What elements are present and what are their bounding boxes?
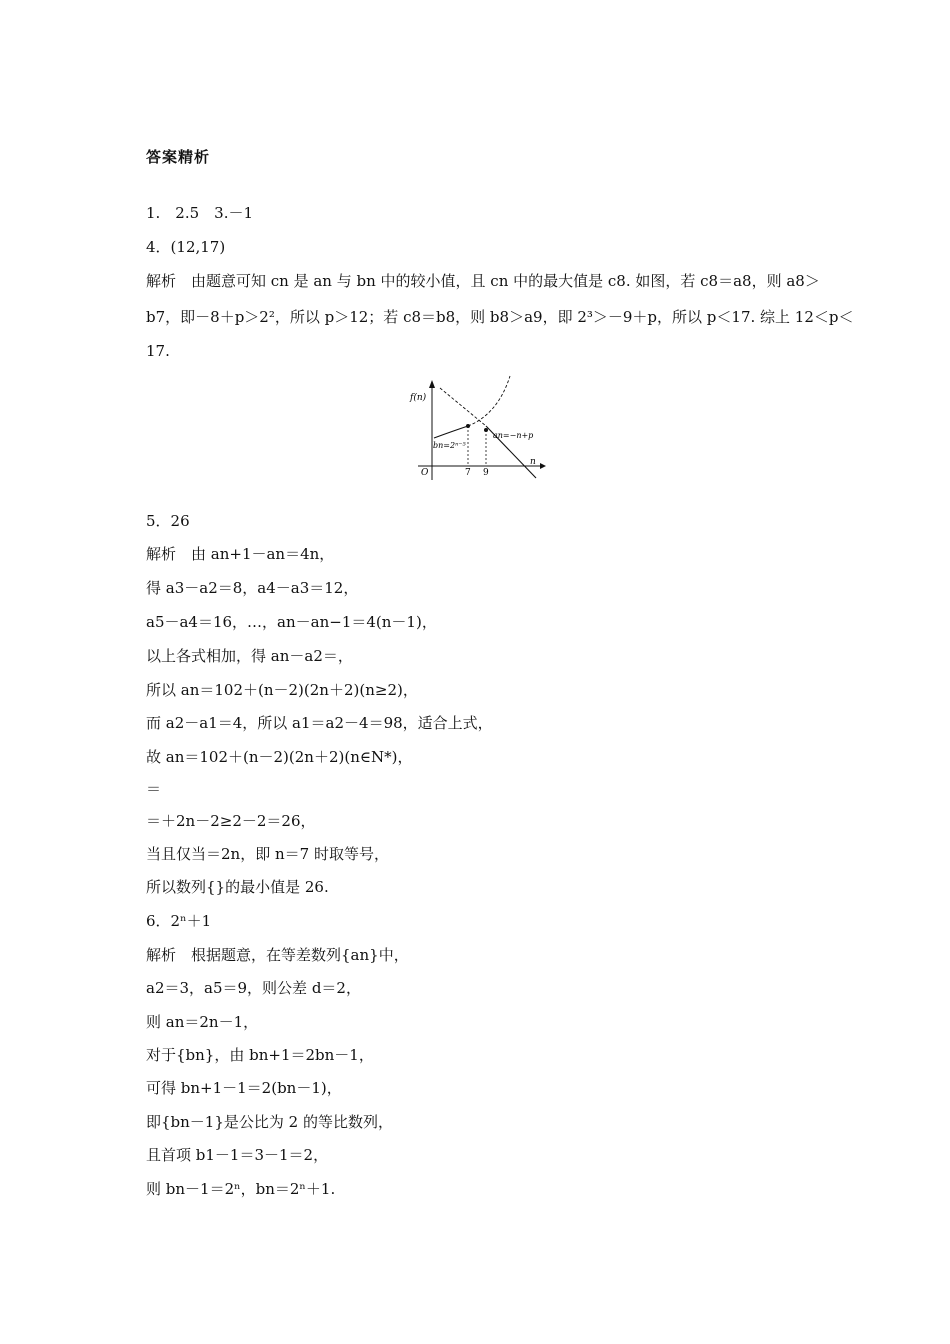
answer-line: 17. xyxy=(146,342,170,360)
y-axis-arrow xyxy=(429,380,435,388)
x-axis-arrow xyxy=(540,463,546,469)
answer-line: 则 an＝2n－1， xyxy=(146,1013,259,1031)
curve-b-label: bn=2ⁿ⁻⁵ xyxy=(433,441,466,450)
answer-line: 且首项 b1－1＝3－1＝2， xyxy=(146,1146,329,1164)
answer-line: b7，即－8＋p＞2²，所以 p＞12；若 c8＝b8，则 b8＞a9，即 2³＞－9＋p，所以 p＜17. 综上 12＜p＜ xyxy=(146,308,854,326)
function-graph-figure xyxy=(408,374,548,484)
answer-line: 1. 2.5 3.－1 xyxy=(146,204,254,222)
answer-line: a5－a4＝16，…，an－an−1＝4(n－1)， xyxy=(146,613,437,631)
answer-line: ＝＋2n－2≥2－2＝26， xyxy=(146,812,316,830)
line-a-label: an=−n+p xyxy=(493,431,534,440)
answer-line: 对于{bn}，由 bn+1＝2bn－1， xyxy=(146,1046,374,1064)
answer-line: 得 a3－a2＝8，a4－a3＝12， xyxy=(146,579,359,597)
answer-line: 所以 an＝102＋(n－2)(2n＋2)(n≥2)， xyxy=(146,681,418,699)
answer-line: 而 a2－a1＝4，所以 a1＝a2－4＝98，适合上式， xyxy=(146,714,493,732)
answer-line: 则 bn－1＝2ⁿ，bn＝2ⁿ＋1. xyxy=(146,1180,336,1198)
x-axis-label: n xyxy=(530,457,536,467)
answer-line: 故 an＝102＋(n－2)(2n＋2)(n∈N*)， xyxy=(146,748,413,766)
answer-line: 当且仅当＝2n，即 n＝7 时取等号， xyxy=(146,845,389,863)
answer-line: 以上各式相加，得 an－a2＝， xyxy=(146,647,353,665)
answer-line: 解析 根据题意，在等差数列{an}中， xyxy=(146,946,409,964)
answer-line: ＝ xyxy=(146,780,162,798)
answer-line: 5．26 xyxy=(146,512,190,530)
tick-label-9: 9 xyxy=(483,468,489,478)
origin-label: O xyxy=(421,468,429,478)
section-heading: 答案精析 xyxy=(146,148,211,166)
answer-line: 4．(12,17) xyxy=(146,238,226,256)
curve-b-dashed xyxy=(468,376,510,426)
answer-line: 所以数列{}的最小值是 26. xyxy=(146,878,329,896)
answer-line: 即{bn－1}是公比为 2 的等比数列， xyxy=(146,1113,393,1131)
answer-line: 6．2ⁿ＋1 xyxy=(146,912,212,930)
curve-b-solid xyxy=(434,426,468,438)
answer-line: 可得 bn+1－1＝2(bn－1)， xyxy=(146,1079,342,1097)
y-axis-label: f(n) xyxy=(410,393,427,403)
tick-label-7: 7 xyxy=(465,468,471,478)
answer-line: 解析 由题意可知 cn 是 an 与 bn 中的较小值，且 cn 中的最大值是 c8. 如图，若 c8＝a8，则 a8＞ xyxy=(146,272,820,290)
answer-line: a2＝3，a5＝9，则公差 d＝2， xyxy=(146,979,361,997)
answer-line: 解析 由 an+1－an＝4n， xyxy=(146,545,335,563)
